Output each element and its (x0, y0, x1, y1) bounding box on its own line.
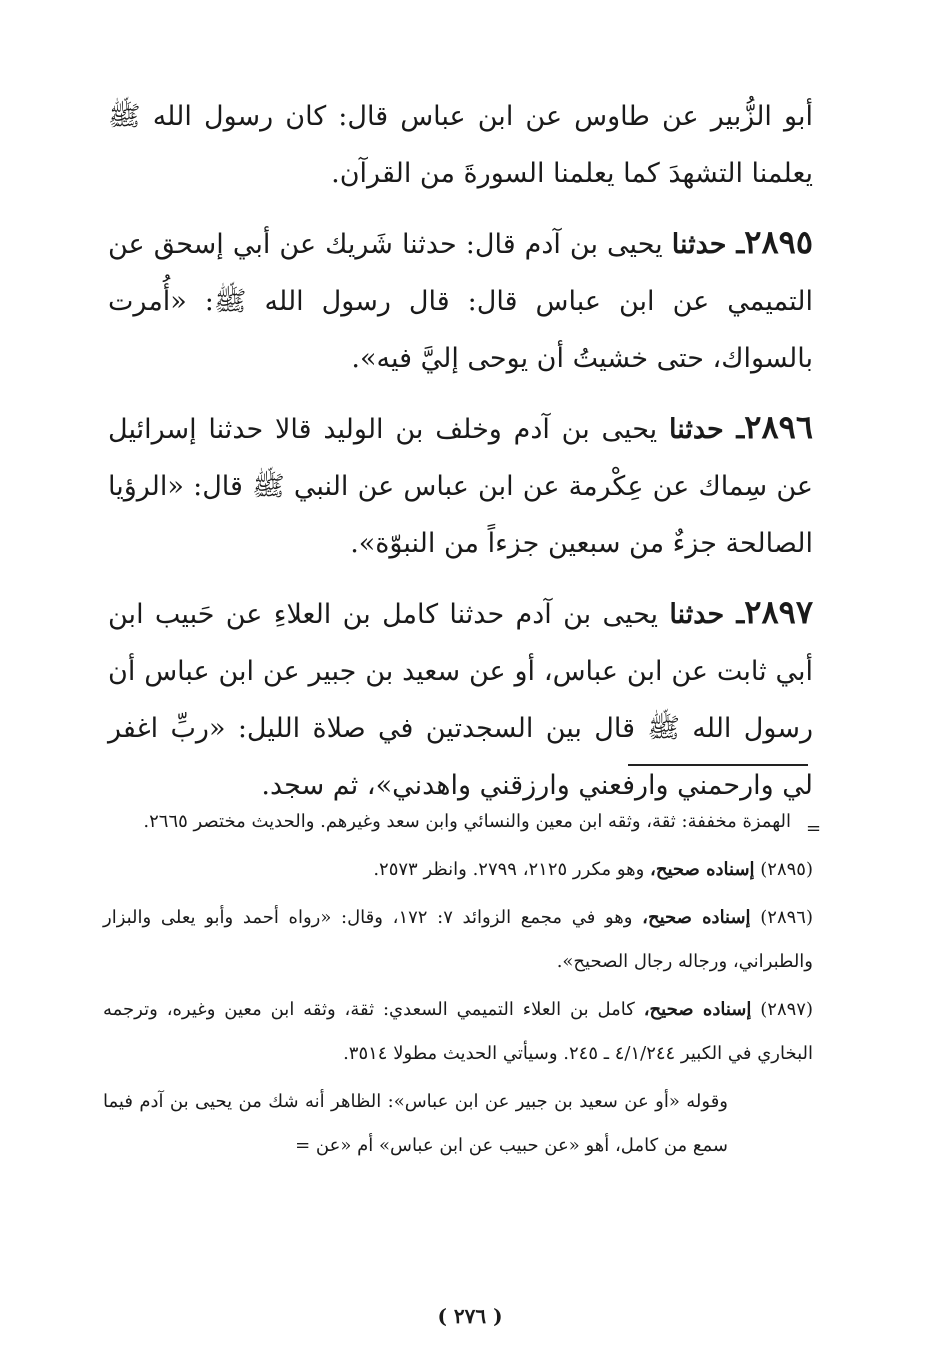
footnote-continuation: الهمزة مخففة: ثقة، وثقه ابن معين والنسائي وابن سعد وغيرهم. والحديث مختصر ٢٦٦٥. (143, 811, 791, 832)
footnote-text: كامل بن العلاء التميمي السعدي: ثقة، وثقه ابن معين وغيره، وترجمه البخاري في الكبير ٤/١/٢٤٤ ـ ٢٤٥. وسيأتي الحديث مطولا ٣٥١٤. (103, 999, 813, 1064)
footnote-divider (628, 764, 808, 766)
footnote-2897-comment: وقوله «أو عن سعيد بن جبير عن ابن عباس»: الظاهر أنه شك من يحيى بن آدم فيما سمع من كامل، أهو «عن حبيب عن ابن عباس» أم «عن = (103, 1091, 728, 1156)
continuation-mark: = (806, 818, 822, 839)
hadith-lead: ـ حدثنا (668, 414, 745, 445)
footnote-2896 (103, 896, 813, 984)
main-text (108, 88, 813, 826)
hadith-text: يحيى بن آدم قال: حدثنا شَريك عن أبي إسحق عن التميمي عن ابن عباس قال: قال رسول الله ﷺ: «أُمرت بالسواك، حتى خشيتُ أن يوحى إليَّ فيه». (108, 229, 813, 374)
footnote-2897 (103, 988, 813, 1076)
footnote-text: وهو في مجمع الزوائد ٧: ١٧٢، وقال: «رواه أحمد وأبو يعلى والبزار والطبراني، ورجاله رجال الصحيح». (103, 907, 813, 972)
hadith-lead: ـ حدثنا (669, 599, 745, 630)
footnote-number: (٢٨٩٥) (760, 859, 813, 880)
hadith-text: يحيى بن آدم وخلف بن الوليد قالا حدثنا إسرائيل عن سِماك عن عِكْرمة عن ابن عباس عن النبي ﷺ قال: «الرؤيا الصالحة جزءٌ من سبعين جزءاً من النبوّة». (108, 414, 813, 559)
hadith-lead: ـ حدثنا (671, 229, 745, 260)
footnote-grade: إسناده صحيح، (650, 859, 755, 880)
footnote-2895 (103, 848, 813, 892)
footnote-grade: إسناده صحيح، (642, 907, 751, 928)
hadith-text: يحيى بن آدم حدثنا كامل بن العلاءِ عن حَبيب ابن أبي ثابت عن ابن عباس، أو عن سعيد بن جبير عن ابن عباس أن رسول الله ﷺ قال بين السجدتين في صلاة الليل: «ربِّ اغفر لي وارحمني وارفعني وارزقني واهدني»، ثم سجد. (108, 599, 813, 801)
page-number: ( ٢٧٦ ) (437, 1304, 503, 1328)
footnote-text: وهو مكرر ٢١٢٥، ٢٧٩٩. وانظر ٢٥٧٣. (373, 859, 645, 880)
hadith-number: ٢٨٩٧ (744, 593, 813, 631)
hadith-2897 (108, 584, 813, 814)
hadith-number: ٢٨٩٥ (744, 223, 813, 261)
footnote-number: (٢٨٩٧) (760, 999, 813, 1020)
hadith-2895 (108, 214, 813, 387)
footnote-number: (٢٨٩٦) (760, 907, 813, 928)
hadith-2896 (108, 399, 813, 572)
footnotes (103, 800, 813, 1172)
hadith-number: ٢٨٩٦ (744, 408, 814, 446)
paragraph-continuation: أبو الزُّبير عن طاوس عن ابن عباس قال: كان رسول الله ﷺ يعلمنا التشهدَ كما يعلمنا السورةَ من القرآن. (108, 101, 813, 189)
footnote-grade: إسناده صحيح، (643, 999, 752, 1020)
